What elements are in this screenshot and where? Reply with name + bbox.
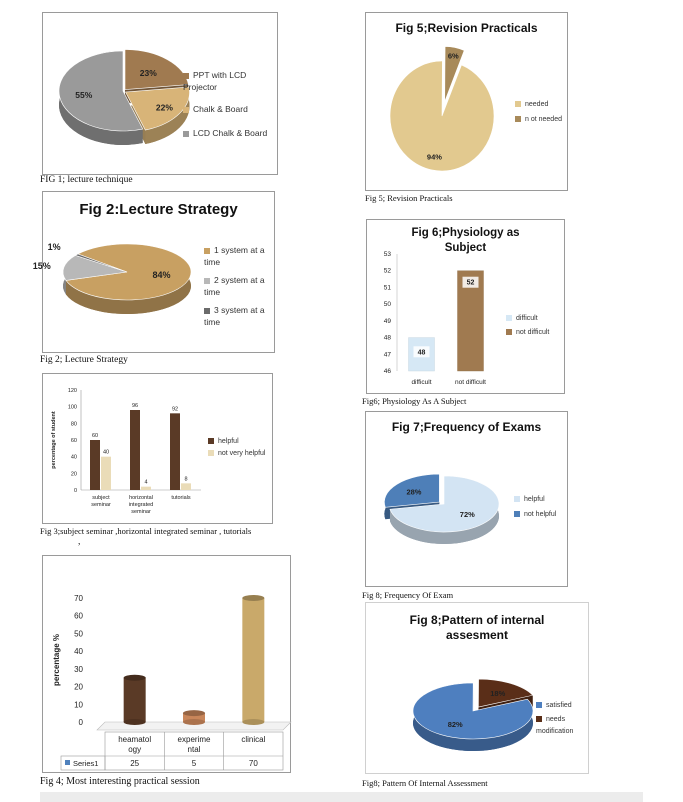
fig6-legend-swatch-2 — [506, 329, 512, 335]
fig3-x-tick: subject — [92, 495, 110, 501]
fig3-y-tick: 40 — [70, 454, 77, 461]
fig3-data-label: 60 — [91, 433, 99, 439]
fig8-legend-item-1 — [536, 700, 588, 712]
fig3-data-label: 92 — [171, 406, 179, 413]
fig3-data-label: 40 — [102, 449, 110, 456]
pie-label-1: 84% — [152, 269, 171, 280]
fig3-bar-not-very-helpful — [101, 457, 111, 490]
fig4-y-tick: 60 — [74, 611, 83, 621]
fig2-legend-item-1 — [204, 244, 274, 268]
stray-comma: , — [78, 537, 81, 547]
fig6-x-tick: not difficult — [455, 379, 486, 386]
fig2-legend-swatch-3 — [204, 308, 210, 314]
pie-label-1: 82% — [447, 719, 463, 729]
fig5-legend-item-2 — [515, 114, 562, 126]
fig7-title: Fig 7;Frequency of Exams — [391, 420, 542, 434]
fig3-caption: Fig 3;subject seminar ,horizontal integrated seminar , tutorials — [40, 526, 252, 536]
fig8-legend-label-2: needs modification — [536, 716, 574, 735]
fig3-legend-item-1 — [208, 436, 265, 448]
fig8-caption: Fig8; Pattern Of Internal Assessment — [362, 778, 488, 788]
fig1-legend-label-3: LCD Chalk & Board — [193, 128, 268, 138]
bottom-strip — [40, 792, 643, 802]
fig5-legend-label-2: n ot needed — [525, 116, 562, 123]
fig4-bar-cap-1 — [124, 675, 146, 681]
fig7-panel — [365, 411, 568, 587]
fig6-title-line-2: Subject — [444, 242, 487, 254]
fig2-panel — [32, 191, 275, 353]
pie-slice-1 — [390, 61, 494, 171]
fig3-bar-helpful — [90, 440, 100, 490]
fig1-legend-label-1: PPT with LCD Projector — [183, 70, 247, 92]
fig4-x-tick: ntal — [187, 745, 201, 754]
fig4-table-value: 5 — [191, 759, 197, 768]
fig2-legend-label-2: 2 system at a time — [204, 275, 265, 297]
fig6-y-tick: 49 — [383, 317, 391, 325]
fig1-legend-item-3 — [183, 127, 275, 139]
fig4-y-tick: 30 — [74, 664, 83, 674]
fig3-x-tick: seminar — [131, 509, 151, 515]
fig3-x-tick: seminar — [91, 502, 111, 508]
fig5-legend-swatch-1 — [515, 101, 521, 107]
fig3-data-label: 8 — [184, 476, 188, 483]
fig4-bar-3 — [242, 598, 264, 722]
fig4-y-label: percentage % — [52, 633, 61, 687]
fig7-caption: Fig 8; Frequency Of Exam — [362, 590, 454, 600]
fig7-legend-swatch-1 — [514, 496, 520, 502]
fig6-data-label: 52 — [466, 279, 475, 287]
fig3-bar-not-very-helpful — [181, 483, 191, 490]
fig4-x-tick: heamatol — [118, 735, 152, 744]
fig4-bar-base-1 — [124, 719, 146, 725]
fig7-legend-label-2: not helpful — [524, 511, 557, 518]
fig1-legend-item-2 — [183, 103, 275, 115]
fig4-bar-base-2 — [183, 719, 205, 725]
fig7-legend-swatch-2 — [514, 511, 520, 517]
fig7-legend — [514, 494, 556, 521]
fig3-y-label: percentage of student — [51, 411, 57, 469]
fig6-legend-item-1 — [506, 313, 549, 325]
fig5-caption: Fig 5; Revision Practicals — [365, 193, 453, 203]
fig2-legend-swatch-1 — [204, 248, 210, 254]
fig4-y-tick: 50 — [74, 629, 83, 639]
fig7-legend-item-1 — [514, 494, 556, 506]
fig2-legend-label-3: 3 system at a time — [204, 305, 265, 327]
fig4-x-tick: experime — [177, 735, 211, 744]
fig8-pie — [366, 603, 588, 773]
fig6-y-tick: 53 — [383, 251, 391, 258]
fig6-y-tick: 48 — [383, 334, 391, 342]
fig8-legend-item-2 — [536, 714, 588, 738]
fig3-x-tick: horizontal — [129, 495, 153, 501]
fig1-legend-swatch-2 — [183, 107, 189, 113]
fig6-legend-swatch-1 — [506, 315, 512, 321]
fig6-x-tick: difficult — [411, 379, 432, 386]
fig8-title-line-1: Fig 8;Pattern of internal — [409, 613, 545, 627]
fig4-x-tick: ogy — [128, 745, 142, 754]
fig2-legend-swatch-2 — [204, 278, 210, 284]
fig3-x-tick: integrated — [128, 502, 154, 508]
fig4-series-swatch — [65, 760, 70, 765]
fig4-y-tick: 20 — [74, 682, 83, 692]
fig4-y-tick: 10 — [74, 700, 83, 710]
pie-label-3: 1% — [47, 241, 61, 252]
fig3-y-tick: 80 — [70, 421, 77, 428]
fig2-title: Fig 2:Lecture Strategy — [79, 201, 238, 218]
fig4-y-tick: 70 — [74, 594, 83, 603]
fig8-legend — [536, 700, 588, 738]
fig4-x-tick: clinical — [241, 735, 266, 744]
fig3-bar-helpful — [170, 413, 180, 490]
fig2-legend-label-1: 1 system at a time — [204, 245, 265, 267]
fig5-legend-label-1: needed — [525, 101, 549, 108]
fig7-legend-label-1: helpful — [524, 496, 545, 503]
fig7-legend-item-2 — [514, 509, 556, 521]
fig1-legend-swatch-3 — [183, 131, 189, 137]
fig5-legend — [515, 99, 562, 126]
fig6-legend-item-2 — [506, 327, 549, 339]
fig3-y-tick: 120 — [67, 388, 77, 394]
fig2-legend-item-3 — [204, 304, 274, 328]
fig6-title-line-1: Fig 6;Physiology as — [411, 227, 520, 239]
fig4-y-tick: 40 — [74, 647, 83, 657]
fig3-y-tick: 100 — [67, 404, 77, 411]
pie-label-2: 15% — [32, 260, 51, 271]
fig5-legend-swatch-2 — [515, 116, 521, 122]
fig6-legend-label-2: not difficult — [516, 329, 550, 336]
fig4-table-value: 25 — [130, 759, 140, 768]
fig2-caption: Fig 2; Lecture Strategy — [40, 355, 128, 365]
fig3-y-tick: 20 — [70, 471, 77, 478]
fig4-bar-cap-2 — [183, 710, 205, 716]
fig3-data-label: 96 — [131, 403, 139, 409]
pie-label-2: 6% — [447, 51, 459, 61]
fig3-legend-item-2 — [208, 448, 265, 460]
fig6-legend — [506, 313, 549, 339]
pie-label-1: 23% — [139, 68, 157, 79]
fig8-legend-swatch-1 — [536, 702, 542, 708]
fig4-y-tick: 0 — [78, 718, 83, 727]
fig6-panel — [366, 219, 565, 394]
fig3-bar-not-very-helpful — [141, 487, 151, 490]
fig5-panel — [365, 12, 568, 191]
fig6-chart — [367, 220, 564, 393]
fig2-legend-item-2 — [204, 274, 274, 298]
fig4-table-value: 70 — [248, 759, 258, 768]
fig8-panel — [365, 602, 589, 774]
pie-label-3: 55% — [75, 89, 93, 100]
fig3-legend — [208, 436, 265, 460]
fig6-legend-label-1: difficult — [516, 315, 538, 322]
fig6-y-tick: 47 — [383, 351, 391, 359]
pie-label-2: 22% — [155, 102, 173, 113]
fig3-panel — [42, 373, 273, 524]
fig4-bar-1 — [124, 678, 146, 722]
fig3-legend-swatch-2 — [208, 450, 214, 456]
pie-label-1: 94% — [426, 152, 442, 162]
fig8-title-line-2: assesment — [445, 628, 509, 642]
pie-label-2: 28% — [406, 487, 422, 497]
fig5-title: Fig 5;Revision Practicals — [395, 21, 538, 35]
fig6-data-label: 48 — [417, 349, 426, 357]
fig4-chart — [43, 556, 290, 772]
fig1-panel — [42, 12, 278, 175]
fig4-series-label: Series1 — [73, 759, 99, 768]
fig2-legend — [204, 244, 274, 328]
fig8-legend-swatch-2 — [536, 716, 542, 722]
fig3-legend-label-2: not very helpful — [218, 450, 266, 457]
fig6-caption: Fig6; Physiology As A Subject — [362, 396, 467, 406]
fig3-legend-swatch-1 — [208, 438, 214, 444]
fig3-data-label: 4 — [144, 479, 148, 486]
fig5-legend-item-1 — [515, 99, 562, 111]
pie-label-1: 72% — [459, 509, 475, 519]
fig6-y-tick: 51 — [383, 284, 391, 292]
pie-label-2: 18% — [490, 688, 506, 698]
fig3-legend-label-1: helpful — [218, 438, 239, 445]
fig4-panel — [42, 555, 291, 773]
fig3-bar-helpful — [130, 410, 140, 490]
fig3-y-tick: 0 — [73, 488, 77, 494]
fig3-x-tick: tutorials — [171, 495, 191, 501]
fig3-y-tick: 60 — [70, 438, 77, 444]
fig1-legend-item-1 — [183, 69, 275, 93]
fig8-legend-label-1: satisfied — [546, 702, 572, 709]
fig6-y-tick: 52 — [383, 267, 391, 275]
fig4-caption: Fig 4; Most interesting practical session — [40, 776, 200, 787]
fig1-caption: FIG 1; lecture technique — [40, 175, 133, 185]
fig1-legend — [183, 69, 275, 139]
fig6-y-tick: 46 — [383, 368, 391, 375]
fig6-y-tick: 50 — [383, 301, 391, 309]
fig4-bar-cap-3 — [242, 595, 264, 601]
fig4-bar-base-3 — [242, 719, 264, 725]
fig1-legend-swatch-1 — [183, 73, 189, 79]
fig1-legend-label-2: Chalk & Board — [193, 104, 248, 114]
